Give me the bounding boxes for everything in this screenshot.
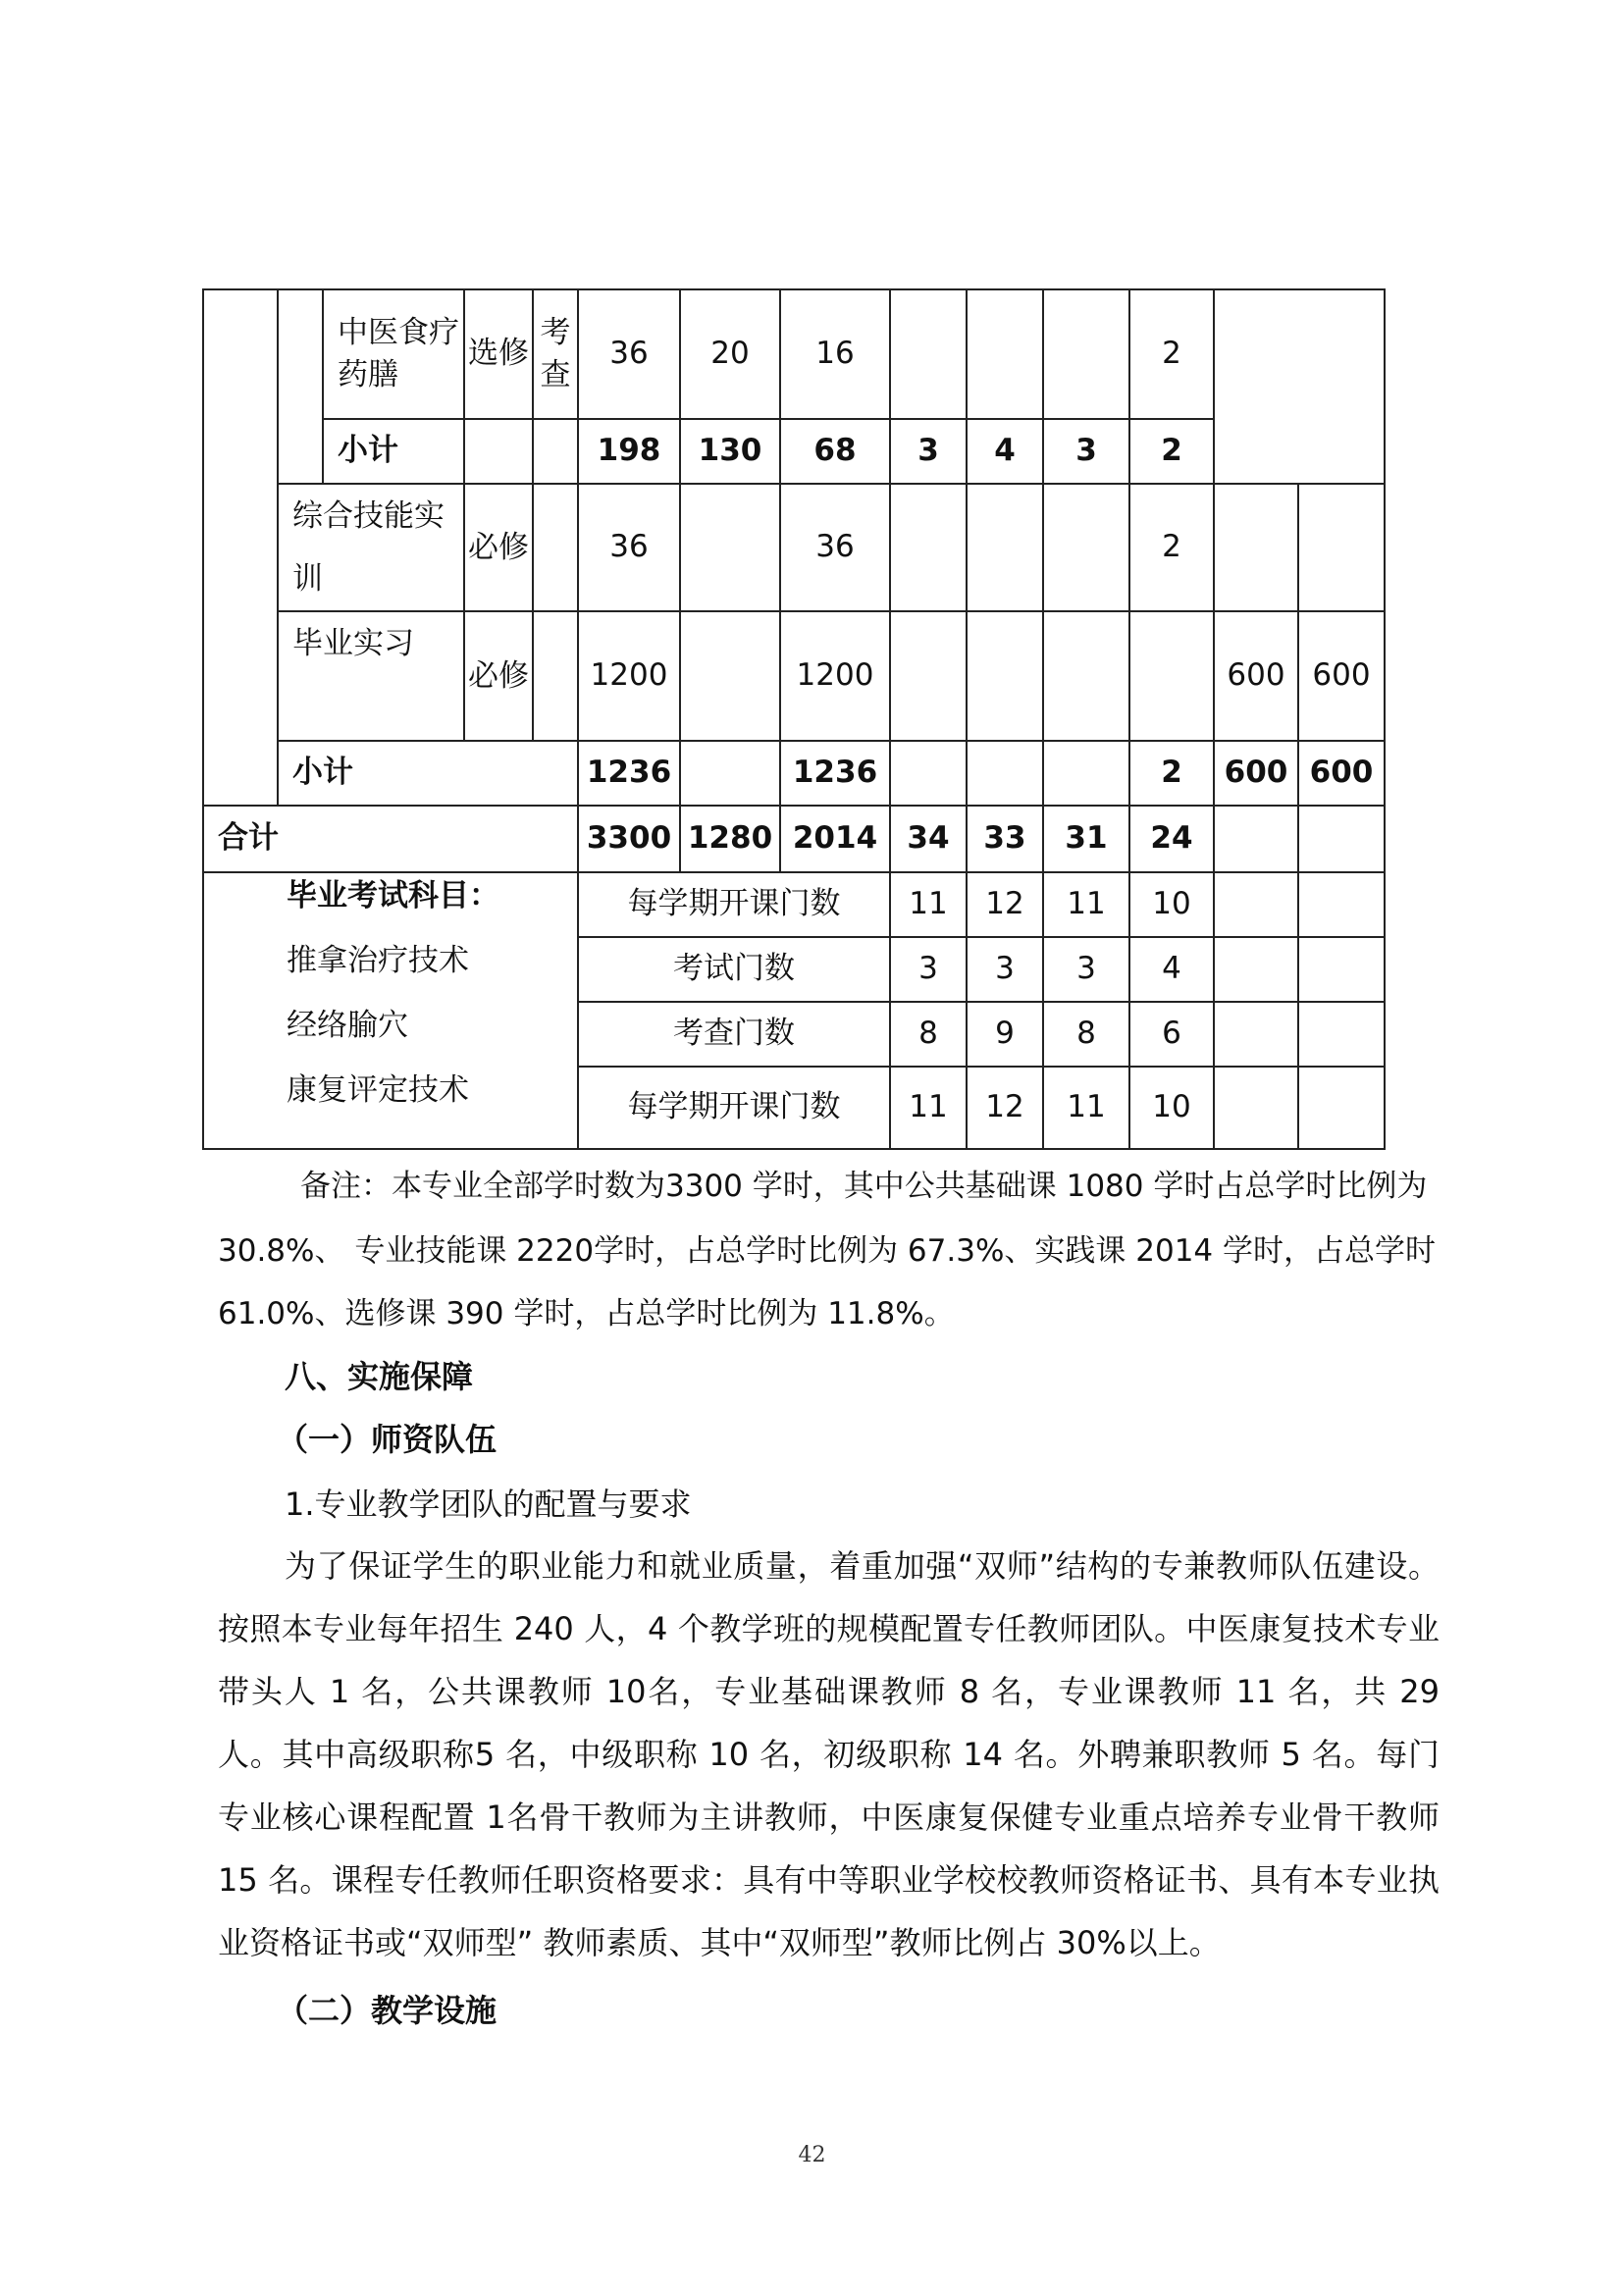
stat-value: 12 <box>967 872 1043 937</box>
page-number: 42 <box>798 2143 826 2167</box>
stat-blank <box>1214 937 1298 1002</box>
stat-value: 11 <box>890 1067 967 1149</box>
sem2: 4 <box>967 419 1043 484</box>
sem1 <box>890 484 967 611</box>
sem5 <box>1214 484 1298 611</box>
sem6 <box>1298 806 1385 872</box>
stat-blank <box>1214 1067 1298 1149</box>
exam-subject-item: 经络腧穴 <box>287 1008 408 1043</box>
practice-hours: 2014 <box>780 806 890 872</box>
sem1: 34 <box>890 806 967 872</box>
note-line: 61.0%、选修课 390 学时，占总学时比例为 11.8%。 <box>218 1296 955 1331</box>
stat-label: 每学期开课门数 <box>578 1067 890 1149</box>
practice-hours: 16 <box>780 289 890 419</box>
sem1: 3 <box>890 419 967 484</box>
total-hours: 1236 <box>578 741 680 806</box>
stat-blank <box>1298 1067 1385 1149</box>
subsection-heading: （一）师资队伍 <box>277 1421 498 1458</box>
course-assessment: 考查 <box>533 289 578 419</box>
total-hours: 1200 <box>578 611 680 741</box>
subtotal-label: 小计 <box>323 419 464 484</box>
course-assessment <box>533 419 578 484</box>
sem2 <box>967 289 1043 419</box>
sem4: 24 <box>1129 806 1214 872</box>
subsection-heading: （二）教学设施 <box>277 1992 498 2029</box>
stat-value: 3 <box>967 937 1043 1002</box>
table-row <box>203 289 1385 419</box>
theory-hours: 20 <box>680 289 780 419</box>
grand-total-label: 合计 <box>203 806 578 872</box>
theory-hours: 130 <box>680 419 780 484</box>
sem2: 33 <box>967 806 1043 872</box>
course-name: 中医食疗药膳 <box>323 289 464 419</box>
exam-subjects-title: 毕业考试科目： <box>287 878 499 913</box>
practice-hours: 1236 <box>780 741 890 806</box>
stat-value: 8 <box>890 1002 967 1067</box>
sem3 <box>1043 611 1129 741</box>
sem2 <box>967 741 1043 806</box>
table-row <box>203 872 1385 937</box>
total-hours: 36 <box>578 289 680 419</box>
table-row <box>203 806 1385 872</box>
stat-blank <box>1298 937 1385 1002</box>
stat-value: 11 <box>890 872 967 937</box>
stat-blank <box>1214 1002 1298 1067</box>
total-hours: 198 <box>578 419 680 484</box>
sem2 <box>967 484 1043 611</box>
stat-blank <box>1298 872 1385 937</box>
stat-label: 考查门数 <box>578 1002 890 1067</box>
course-type: 选修 <box>464 289 533 419</box>
stat-label: 考试门数 <box>578 937 890 1002</box>
sem3: 3 <box>1043 419 1129 484</box>
sem3 <box>1043 741 1129 806</box>
subtotal-label: 小计 <box>278 741 578 806</box>
theory-hours <box>680 611 780 741</box>
table-row <box>203 611 1385 741</box>
course-type: 必修 <box>464 611 533 741</box>
total-hours: 3300 <box>578 806 680 872</box>
sem3 <box>1043 484 1129 611</box>
course-assessment <box>533 611 578 741</box>
course-name: 综合技能实训 <box>278 484 464 611</box>
course-plan-table <box>202 288 1386 1150</box>
sem4: 2 <box>1129 741 1214 806</box>
course-assessment <box>533 484 578 611</box>
sem1 <box>890 741 967 806</box>
item-heading: 1.专业教学团队的配置与要求 <box>285 1486 692 1523</box>
sem1 <box>890 611 967 741</box>
stat-value: 9 <box>967 1002 1043 1067</box>
stat-blank <box>1298 1002 1385 1067</box>
sem3: 31 <box>1043 806 1129 872</box>
sem6: 600 <box>1298 611 1385 741</box>
sem4: 2 <box>1129 419 1214 484</box>
sem5: 600 <box>1214 611 1298 741</box>
stat-value: 6 <box>1129 1002 1214 1067</box>
stat-value: 11 <box>1043 1067 1129 1149</box>
theory-hours: 1280 <box>680 806 780 872</box>
stat-blank <box>1214 872 1298 937</box>
sem4: 2 <box>1129 484 1214 611</box>
theory-hours <box>680 484 780 611</box>
total-hours: 36 <box>578 484 680 611</box>
exam-subjects-cell <box>203 872 578 1149</box>
sem3 <box>1043 289 1129 419</box>
sem4 <box>1129 611 1214 741</box>
sem6: 600 <box>1298 741 1385 806</box>
stat-value: 3 <box>890 937 967 1002</box>
table-row <box>203 741 1385 806</box>
practice-hours: 1200 <box>780 611 890 741</box>
course-type <box>464 419 533 484</box>
practice-hours: 36 <box>780 484 890 611</box>
note-line: 备注：本专业全部学时数为3300 学时，其中公共基础课 1080 学时占总学时比例为 <box>300 1169 1428 1204</box>
stat-value: 3 <box>1043 937 1129 1002</box>
theory-hours <box>680 741 780 806</box>
sem2 <box>967 611 1043 741</box>
sem4: 2 <box>1129 289 1214 419</box>
course-name: 毕业实习 <box>278 611 464 741</box>
stat-value: 10 <box>1129 1067 1214 1149</box>
stat-value: 12 <box>967 1067 1043 1149</box>
stat-label: 每学期开课门数 <box>578 872 890 937</box>
stat-value: 8 <box>1043 1002 1129 1067</box>
table-row <box>203 484 1385 611</box>
body-paragraph: 为了保证学生的职业能力和就业质量，着重加强“双师”结构的专兼教师队伍建设。按照本专业每年招生 240 人，4 个教学班的规模配置专任教师团队。中医康复技术专业带头人 1 名，公共课教师 10名，专业基础课教师 8 名，专业课教师 11 名，共 29 人。其中高级职称5 名，中级职称 10 名，初级职称 14 名。外聘兼职教师 5 名。每门专业核心课程配置 1名骨干教师为主讲教师，中医康复保健专业重点培养专业骨干教师 15 名。课程专任教师任职资格要求：具有中等职业学校校教师资格证书、具有本专业执业资格证书或“双师型” 教师素质、其中“双师型”教师比例占 30%以上。 <box>218 1547 1440 1961</box>
table-row <box>203 419 1385 484</box>
exam-subject-item: 康复评定技术 <box>287 1072 469 1108</box>
category-cell <box>203 289 278 806</box>
sem5: 600 <box>1214 741 1298 806</box>
note-line: 30.8%、 专业技能课 2220学时，占总学时比例为 67.3%、实践课 2014 学时，占总学时 <box>218 1233 1437 1269</box>
stat-value: 11 <box>1043 872 1129 937</box>
stat-value: 4 <box>1129 937 1214 1002</box>
sem1 <box>890 289 967 419</box>
subcategory-cell <box>278 289 323 484</box>
sem5-6-blank <box>1214 289 1385 484</box>
sem6 <box>1298 484 1385 611</box>
stat-value: 10 <box>1129 872 1214 937</box>
exam-subject-item: 推拿治疗技术 <box>287 943 469 978</box>
course-type: 必修 <box>464 484 533 611</box>
sem5 <box>1214 806 1298 872</box>
section-heading: 八、实施保障 <box>285 1358 474 1395</box>
practice-hours: 68 <box>780 419 890 484</box>
